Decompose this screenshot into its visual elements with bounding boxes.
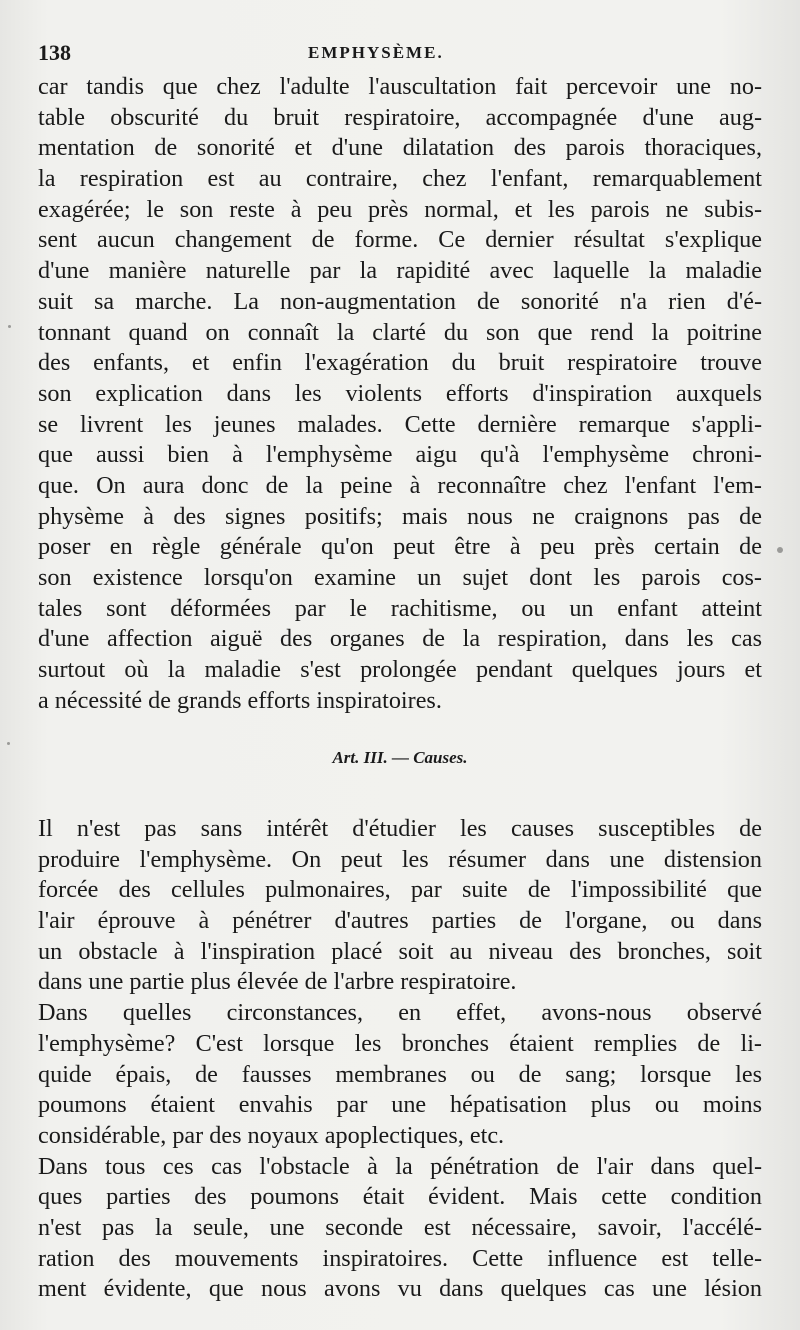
text-line: d'une manière naturelle par la rapidité avec laquelle la maladie <box>38 257 762 285</box>
text-line: quide épais, de fausses membranes ou de sang; lorsque les <box>38 1060 762 1088</box>
text-line: n'est pas la seule, une seconde est nécessaire, savoir, l'accélé- <box>38 1213 762 1241</box>
text-line: considérable, par des noyaux apoplectiques, etc. <box>38 1121 505 1149</box>
text-line: Dans tous ces cas l'obstacle à la pénétration de l'air dans quel- <box>38 1152 762 1180</box>
text-line: table obscurité du bruit respiratoire, accompagnée d'une aug- <box>38 103 762 131</box>
text-line: dans une partie plus élevée de l'arbre respiratoire. <box>38 968 517 996</box>
text-line: car tandis que chez l'adulte l'auscultation fait percevoir une no- <box>38 73 762 100</box>
text-line: l'air éprouve à pénétrer d'autres parties de l'organe, ou dans <box>38 907 762 935</box>
text-line: un obstacle à l'inspiration placé soit au niveau des bronches, soit <box>38 937 762 965</box>
paper-speck <box>777 547 783 553</box>
text-line: physème à des signes positifs; mais nous ne craignons pas de <box>38 502 762 530</box>
paper-speck <box>7 742 10 745</box>
text-line: forcée des cellules pulmonaires, par suite de l'impossibilité que <box>38 876 762 904</box>
text-line: ration des mouvements inspiratoires. Cette influence est telle- <box>38 1244 762 1272</box>
text-line: tales sont déformées par le rachitisme, ou un enfant atteint <box>38 594 762 622</box>
text-line: poser en règle générale qu'on peut être à peu près certain de <box>38 533 762 561</box>
text-line: des enfants, et enfin l'exagération du bruit respiratoire trouve <box>38 349 762 377</box>
text-line: produire l'emphysème. On peut les résumer dans une distension <box>38 845 762 873</box>
text-line: l'emphysème? C'est lorsque les bronches étaient remplies de li- <box>38 1029 762 1057</box>
text-line: son existence lorsqu'on examine un sujet dont les parois cos- <box>38 564 762 591</box>
paper-speck <box>8 325 11 328</box>
text-line: surtout où la maladie s'est prolongée pendant quelques jours et <box>38 656 762 684</box>
text-line: Dans quelles circonstances, en effet, avons-nous observé <box>38 999 762 1027</box>
running-title: EMPHYSÈME. <box>308 43 444 62</box>
paragraph-symptoms <box>38 72 762 716</box>
page-header <box>38 40 758 74</box>
text-line: d'une affection aiguë des organes de la respiration, dans les cas <box>38 625 762 653</box>
text-line: ment évidente, que nous avons vu dans quelques cas une lésion <box>38 1275 762 1303</box>
text-line: mentation de sonorité et d'une dilatation des parois thoraciques, <box>38 134 762 162</box>
section-heading: Art. III. — Causes. <box>332 748 468 767</box>
text-line: exagérée; le son reste à peu près normal, et les parois ne subis- <box>38 195 762 223</box>
paragraph-causes <box>38 814 762 1305</box>
text-line: se livrent les jeunes malades. Cette dernière remarque s'appli- <box>38 410 762 438</box>
page-number: 138 <box>38 40 71 65</box>
text-line: son explication dans les violents efforts d'inspiration auxquels <box>38 379 762 407</box>
text-line: a nécessité de grands efforts inspiratoires. <box>38 686 442 714</box>
text-line: Il n'est pas sans intérêt d'étudier les causes susceptibles de <box>38 815 762 842</box>
text-line: que aussi bien à l'emphysème aigu qu'à l'emphysème chroni- <box>38 441 762 469</box>
text-line: la respiration est au contraire, chez l'enfant, remarquablement <box>38 165 762 193</box>
text-line: ques parties des poumons était évident. Mais cette condition <box>38 1183 762 1211</box>
text-line: sent aucun changement de forme. Ce dernier résultat s'explique <box>38 226 762 254</box>
text-line: suit sa marche. La non-augmentation de sonorité n'a rien d'é- <box>38 287 762 315</box>
text-line: poumons étaient envahis par une hépatisation plus ou moins <box>38 1091 762 1119</box>
text-line: tonnant quand on connaît la clarté du son que rend la poitrine <box>38 318 762 346</box>
text-line: que. On aura donc de la peine à reconnaître chez l'enfant l'em- <box>38 471 762 499</box>
